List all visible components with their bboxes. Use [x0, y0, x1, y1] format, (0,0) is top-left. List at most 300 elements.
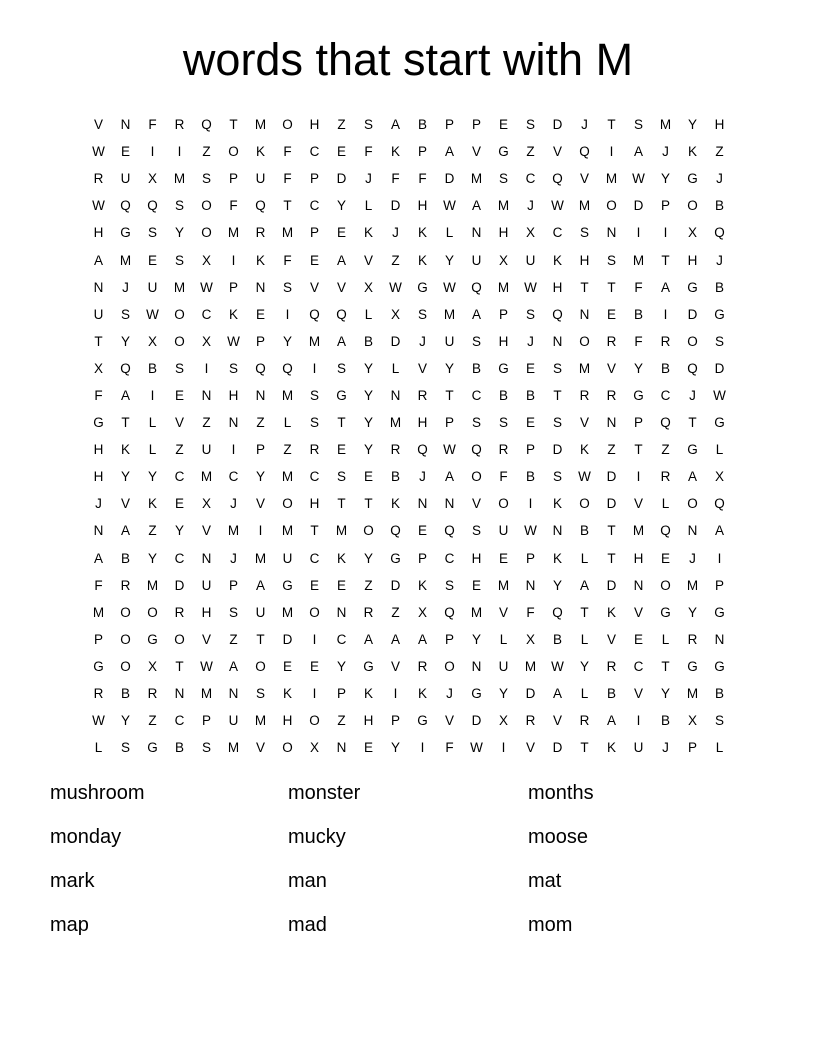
grid-cell: N — [255, 387, 266, 403]
grid-cell: K — [390, 144, 400, 160]
word-list — [50, 781, 766, 937]
grid-cell: K — [228, 306, 238, 322]
grid-cell: V — [174, 415, 184, 431]
grid-cell: P — [93, 631, 103, 647]
grid-cell: D — [444, 171, 455, 187]
grid-cell: J — [689, 550, 696, 566]
grid-cell: C — [660, 387, 671, 403]
grid-cell: X — [147, 171, 157, 187]
grid-cell: Z — [607, 442, 616, 458]
grid-cell: O — [201, 225, 212, 241]
grid-cell: N — [579, 306, 590, 322]
grid-cell: A — [363, 631, 373, 647]
grid-cell: C — [174, 550, 185, 566]
grid-cell: X — [147, 658, 157, 674]
grid-cell: Q — [687, 360, 698, 376]
grid-cell: O — [255, 658, 266, 674]
grid-cell: N — [336, 740, 347, 756]
grid-cell: A — [444, 469, 454, 485]
grid-cell: O — [687, 333, 698, 349]
grid-cell: N — [201, 550, 212, 566]
grid-cell: T — [607, 117, 616, 133]
grid-cell: W — [551, 658, 564, 674]
grid-cell: V — [606, 631, 616, 647]
grid-cell: V — [579, 171, 589, 187]
grid-cell: B — [120, 686, 130, 702]
grid-cell: G — [714, 306, 725, 322]
grid-cell: F — [283, 144, 292, 160]
grid-cell: P — [255, 333, 265, 349]
grid-cell: P — [714, 577, 724, 593]
grid-cell: S — [714, 333, 724, 349]
grid-cell: P — [498, 306, 508, 322]
grid-cell: W — [524, 523, 537, 539]
word-list-item: monster — [288, 782, 361, 804]
grid-cell: K — [255, 144, 265, 160]
grid-cell: C — [174, 713, 185, 729]
grid-cell: Z — [364, 577, 373, 593]
grid-cell: S — [498, 415, 508, 431]
grid-cell: B — [174, 740, 184, 756]
grid-cell: A — [93, 550, 103, 566]
grid-cell: Y — [120, 333, 130, 349]
grid-cell: C — [309, 550, 320, 566]
grid-cell: G — [498, 144, 509, 160]
grid-cell: J — [716, 252, 723, 268]
grid-cell: W — [200, 658, 213, 674]
grid-cell: V — [309, 279, 319, 295]
grid-cell: S — [417, 306, 427, 322]
grid-cell: J — [419, 469, 426, 485]
grid-cell: A — [255, 577, 265, 593]
grid-cell: H — [687, 252, 698, 268]
grid-cell: D — [552, 740, 563, 756]
grid-cell: Q — [255, 198, 266, 214]
grid-cell: C — [309, 198, 320, 214]
grid-cell: T — [364, 496, 373, 512]
grid-cell: M — [254, 713, 267, 729]
grid-cell: G — [147, 740, 158, 756]
grid-cell: U — [201, 577, 212, 593]
grid-cell: B — [390, 469, 400, 485]
grid-cell: L — [283, 415, 292, 431]
grid-cell: J — [662, 740, 669, 756]
grid-cell: N — [606, 415, 617, 431]
grid-cell: R — [174, 604, 185, 620]
word-list-item: mom — [528, 914, 573, 936]
grid-cell: V — [471, 144, 481, 160]
grid-cell: M — [281, 523, 294, 539]
grid-cell: L — [661, 496, 670, 512]
grid-cell: I — [150, 387, 155, 403]
grid-cell: O — [606, 198, 617, 214]
grid-cell: D — [282, 631, 293, 647]
grid-cell: R — [93, 686, 104, 702]
grid-cell: O — [498, 496, 509, 512]
grid-cell: X — [525, 631, 535, 647]
grid-cell: D — [606, 496, 617, 512]
grid-cell: D — [471, 713, 482, 729]
grid-cell: T — [634, 442, 643, 458]
grid-cell: V — [525, 740, 535, 756]
grid-cell: T — [580, 279, 589, 295]
grid-cell: R — [660, 469, 671, 485]
grid-cell: U — [498, 523, 509, 539]
grid-cell: P — [633, 415, 643, 431]
grid-cell: Q — [552, 306, 563, 322]
grid-cell: E — [336, 144, 346, 160]
grid-cell: N — [390, 387, 401, 403]
grid-cell: M — [227, 740, 240, 756]
grid-cell: P — [228, 577, 238, 593]
grid-cell: D — [336, 171, 347, 187]
grid-cell: D — [390, 577, 401, 593]
grid-cell: T — [661, 252, 670, 268]
grid-cell: A — [471, 306, 481, 322]
grid-cell: V — [336, 279, 346, 295]
grid-cell: G — [687, 279, 698, 295]
grid-cell: R — [660, 333, 671, 349]
grid-cell: V — [363, 252, 373, 268]
word-list-item: mark — [50, 870, 95, 892]
grid-cell: M — [578, 198, 591, 214]
grid-cell: Q — [471, 279, 482, 295]
grid-cell: B — [660, 360, 670, 376]
grid-cell: B — [714, 198, 724, 214]
grid-cell: G — [93, 658, 104, 674]
grid-cell: X — [93, 360, 103, 376]
grid-cell: M — [470, 171, 483, 187]
grid-cell: M — [578, 360, 591, 376]
grid-cell: A — [390, 631, 400, 647]
grid-cell: B — [120, 550, 130, 566]
grid-cell: K — [606, 604, 616, 620]
grid-cell: X — [498, 713, 508, 729]
grid-cell: E — [309, 658, 319, 674]
grid-cell: Y — [336, 658, 346, 674]
grid-cell: L — [148, 415, 157, 431]
grid-cell: Y — [120, 713, 130, 729]
grid-cell: D — [390, 198, 401, 214]
grid-cell: A — [336, 252, 346, 268]
grid-cell: X — [201, 252, 211, 268]
grid-cell: Y — [282, 333, 292, 349]
grid-cell: Z — [337, 713, 346, 729]
grid-cell: Q — [579, 144, 590, 160]
grid-cell: X — [309, 740, 319, 756]
grid-cell: P — [309, 225, 319, 241]
grid-cell: O — [120, 604, 131, 620]
grid-cell: W — [578, 469, 591, 485]
grid-cell: U — [255, 171, 266, 187]
grid-cell: S — [363, 117, 373, 133]
grid-cell: B — [363, 333, 373, 349]
grid-cell: P — [228, 171, 238, 187]
grid-cell: T — [337, 496, 346, 512]
grid-cell: E — [660, 550, 670, 566]
grid-cell: M — [605, 171, 618, 187]
grid-cell: G — [714, 415, 725, 431]
grid-cell: B — [606, 686, 616, 702]
grid-cell: G — [336, 387, 347, 403]
grid-cell: C — [552, 225, 563, 241]
grid-cell: Z — [661, 442, 670, 458]
grid-cell: A — [336, 333, 346, 349]
grid-cell: H — [201, 604, 212, 620]
grid-cell: S — [633, 117, 643, 133]
grid-cell: H — [309, 117, 320, 133]
grid-cell: S — [579, 225, 589, 241]
grid-cell: N — [417, 496, 428, 512]
grid-cell: Y — [579, 658, 589, 674]
grid-cell: G — [714, 604, 725, 620]
grid-cell: D — [525, 686, 536, 702]
grid-cell: B — [579, 523, 589, 539]
grid-cell: K — [417, 686, 427, 702]
grid-cell: P — [687, 740, 697, 756]
grid-cell: E — [363, 469, 373, 485]
grid-cell: C — [471, 387, 482, 403]
grid-cell: D — [552, 442, 563, 458]
grid-cell: J — [95, 496, 102, 512]
grid-cell: J — [689, 387, 696, 403]
grid-cell: W — [92, 198, 105, 214]
grid-cell: F — [634, 279, 643, 295]
word-list-item: mucky — [288, 826, 346, 848]
grid-cell: D — [633, 198, 644, 214]
grid-cell: M — [227, 225, 240, 241]
grid-cell: N — [471, 225, 482, 241]
grid-cell: K — [390, 496, 400, 512]
grid-cell: M — [281, 225, 294, 241]
grid-cell: Y — [444, 252, 454, 268]
grid-cell: H — [93, 469, 104, 485]
grid-cell: K — [363, 225, 373, 241]
grid-cell: S — [444, 577, 454, 593]
grid-cell: N — [201, 387, 212, 403]
grid-cell: F — [634, 333, 643, 349]
grid-cell: U — [633, 740, 644, 756]
grid-cell: P — [660, 198, 670, 214]
grid-cell: T — [661, 658, 670, 674]
grid-cell: N — [525, 577, 536, 593]
grid-cell: Z — [256, 415, 265, 431]
grid-cell: G — [633, 387, 644, 403]
grid-cell: V — [633, 604, 643, 620]
grid-cell: V — [444, 713, 454, 729]
grid-cell: Y — [552, 577, 562, 593]
grid-cell: D — [606, 469, 617, 485]
grid-cell: T — [310, 523, 319, 539]
grid-cell: F — [283, 171, 292, 187]
grid-cell: H — [93, 442, 104, 458]
grid-cell: X — [714, 469, 724, 485]
grid-cell: E — [174, 387, 184, 403]
grid-cell: F — [229, 198, 238, 214]
grid-cell: G — [417, 279, 428, 295]
grid-cell: S — [228, 604, 238, 620]
grid-cell: J — [392, 225, 399, 241]
grid-cell: Y — [174, 225, 184, 241]
grid-cell: Z — [337, 117, 346, 133]
grid-cell: K — [417, 252, 427, 268]
grid-cell: X — [417, 604, 427, 620]
grid-cell: T — [94, 333, 103, 349]
grid-cell: U — [444, 333, 455, 349]
grid-cell: Q — [417, 442, 428, 458]
grid-cell: Y — [660, 686, 670, 702]
grid-cell: E — [309, 577, 319, 593]
grid-cell: M — [227, 523, 240, 539]
grid-cell: D — [714, 360, 725, 376]
grid-cell: O — [174, 631, 185, 647]
grid-cell: E — [147, 252, 157, 268]
grid-cell: V — [417, 360, 427, 376]
grid-cell: X — [201, 333, 211, 349]
grid-cell: Y — [687, 117, 697, 133]
grid-cell: O — [174, 306, 185, 322]
grid-cell: Z — [229, 631, 238, 647]
grid-cell: K — [120, 442, 130, 458]
grid-cell: E — [633, 631, 643, 647]
grid-cell: E — [336, 577, 346, 593]
grid-cell: K — [552, 252, 562, 268]
grid-cell: R — [687, 631, 698, 647]
grid-cell: I — [609, 144, 614, 160]
grid-cell: N — [552, 333, 563, 349]
grid-cell: Q — [255, 360, 266, 376]
grid-cell: S — [309, 387, 319, 403]
grid-cell: G — [498, 360, 509, 376]
grid-cell: D — [552, 117, 563, 133]
letter-grid — [85, 111, 733, 761]
word-list-item: man — [288, 870, 327, 892]
grid-cell: P — [201, 713, 211, 729]
grid-cell: B — [417, 117, 427, 133]
grid-cell: K — [147, 496, 157, 512]
grid-cell: S — [120, 740, 130, 756]
grid-cell: H — [498, 333, 509, 349]
grid-cell: I — [312, 686, 317, 702]
grid-cell: H — [417, 198, 428, 214]
grid-cell: T — [175, 658, 184, 674]
grid-cell: B — [633, 306, 643, 322]
grid-cell: P — [444, 415, 454, 431]
grid-cell: V — [390, 658, 400, 674]
grid-cell: H — [309, 496, 320, 512]
grid-cell: K — [579, 442, 589, 458]
grid-cell: Y — [336, 198, 346, 214]
grid-cell: N — [93, 279, 104, 295]
grid-cell: O — [309, 713, 320, 729]
grid-cell: O — [147, 604, 158, 620]
grid-cell: Z — [175, 442, 184, 458]
grid-cell: T — [580, 604, 589, 620]
grid-cell: Y — [120, 469, 130, 485]
grid-cell: M — [146, 577, 159, 593]
grid-cell: M — [335, 523, 348, 539]
grid-cell: M — [686, 686, 699, 702]
grid-cell: E — [606, 306, 616, 322]
grid-cell: T — [337, 415, 346, 431]
grid-cell: S — [174, 198, 184, 214]
grid-cell: W — [443, 279, 456, 295]
grid-cell: Q — [444, 604, 455, 620]
grid-cell: S — [552, 415, 562, 431]
word-list-item: moose — [528, 826, 589, 848]
grid-cell: Y — [471, 631, 481, 647]
grid-cell: T — [256, 631, 265, 647]
grid-cell: J — [662, 144, 669, 160]
grid-cell: X — [363, 279, 373, 295]
grid-cell: C — [309, 469, 320, 485]
grid-cell: X — [687, 225, 697, 241]
grid-cell: X — [525, 225, 535, 241]
grid-cell: L — [364, 306, 373, 322]
grid-cell: G — [687, 171, 698, 187]
grid-cell: N — [174, 686, 185, 702]
grid-cell: E — [498, 550, 508, 566]
grid-cell: S — [228, 360, 238, 376]
grid-cell: R — [498, 442, 509, 458]
grid-cell: H — [471, 550, 482, 566]
grid-cell: V — [120, 496, 130, 512]
grid-cell: T — [283, 198, 292, 214]
grid-cell: U — [498, 658, 509, 674]
grid-cell: J — [365, 171, 372, 187]
grid-cell: T — [580, 740, 589, 756]
grid-cell: Z — [202, 144, 211, 160]
grid-cell: I — [663, 306, 668, 322]
grid-cell: R — [255, 225, 266, 241]
grid-cell: I — [312, 360, 317, 376]
grid-cell: S — [201, 171, 211, 187]
grid-cell: W — [92, 713, 105, 729]
grid-cell: Z — [715, 144, 724, 160]
grid-cell: A — [120, 523, 130, 539]
grid-cell: M — [254, 117, 267, 133]
grid-cell: O — [687, 198, 698, 214]
grid-cell: O — [174, 333, 185, 349]
grid-cell: U — [228, 713, 239, 729]
grid-cell: B — [714, 686, 724, 702]
grid-cell: L — [499, 631, 508, 647]
grid-cell: N — [606, 225, 617, 241]
grid-cell: S — [606, 252, 616, 268]
grid-cell: A — [552, 686, 562, 702]
grid-cell: S — [336, 360, 346, 376]
word-list-item: mushroom — [50, 782, 145, 804]
grid-cell: E — [525, 360, 535, 376]
grid-cell: Z — [148, 523, 157, 539]
grid-cell: A — [228, 658, 238, 674]
grid-cell: Q — [120, 198, 131, 214]
grid-cell: D — [606, 577, 617, 593]
grid-cell: Y — [444, 360, 454, 376]
grid-cell: T — [607, 279, 616, 295]
grid-cell: I — [420, 740, 425, 756]
grid-cell: X — [147, 333, 157, 349]
grid-cell: N — [471, 658, 482, 674]
grid-cell: Y — [498, 686, 508, 702]
grid-cell: Y — [660, 171, 670, 187]
grid-cell: A — [417, 631, 427, 647]
word-list-item: months — [528, 782, 594, 804]
grid-cell: Y — [174, 523, 184, 539]
grid-cell: X — [498, 252, 508, 268]
grid-cell: Y — [147, 550, 157, 566]
grid-cell: M — [119, 252, 132, 268]
